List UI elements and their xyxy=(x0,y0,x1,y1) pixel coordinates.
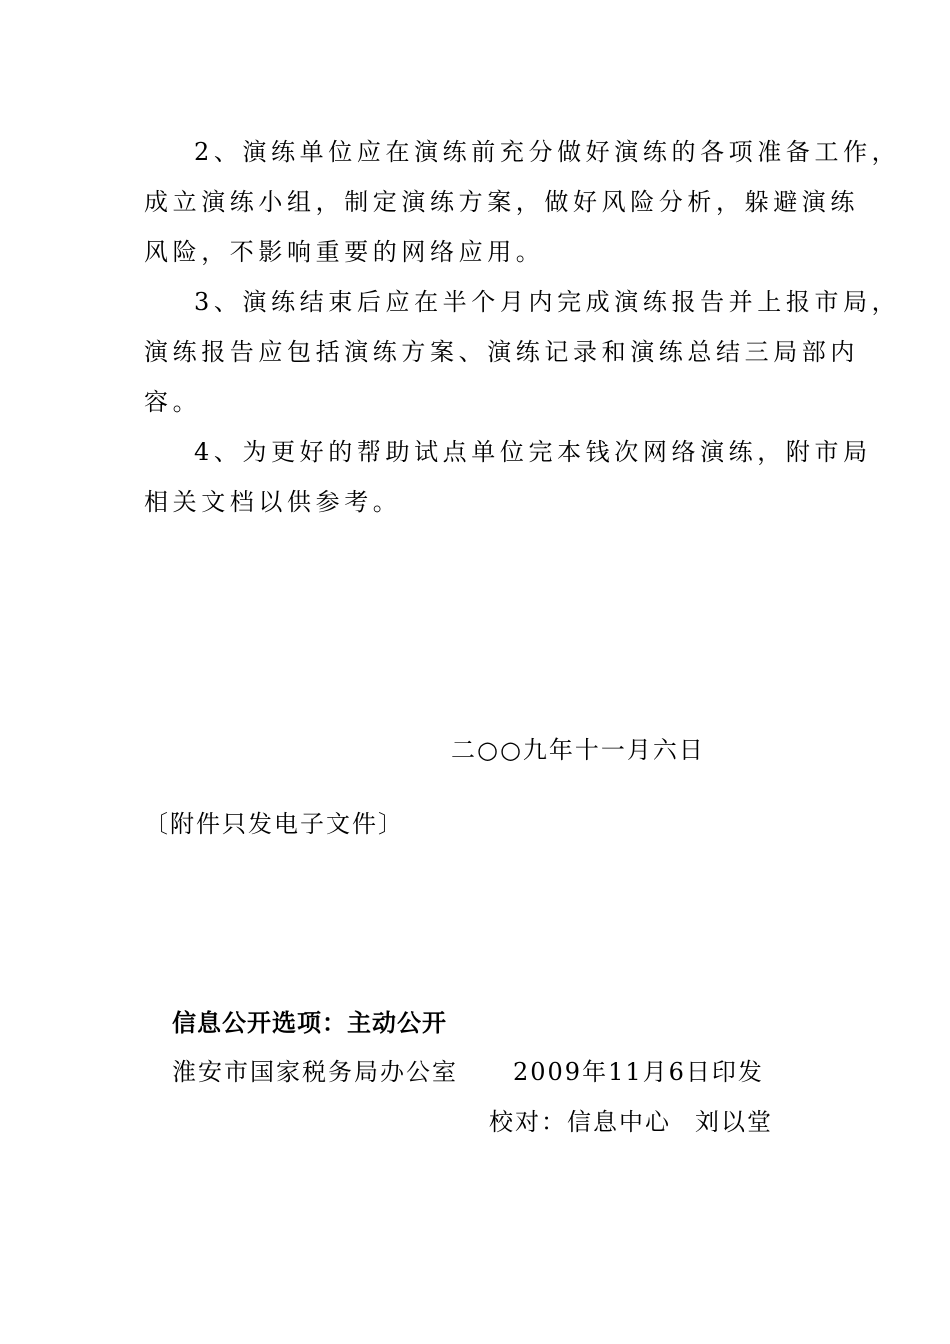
footer-print-date: 2009年11月6日印发 xyxy=(513,1058,764,1086)
proof-label: 校对：信息中心 xyxy=(489,1108,671,1136)
footer-office: 淮安市国家税务局办公室 xyxy=(172,1058,458,1086)
paragraph-3-line-1: 3、演练结束后应在半个月内完成演练报告并上报市局， xyxy=(194,288,901,316)
paragraph-4-line-1: 4、为更好的帮助试点单位完本钱次网络演练，附市局 xyxy=(194,438,872,466)
paragraph-3-line-2: 演练报告应包括演练方案、演练记录和演练总结三局部内 xyxy=(144,338,859,366)
paragraph-2-line-1: 2、演练单位应在演练前充分做好演练的各项准备工作， xyxy=(194,138,901,166)
paragraph-2-line-3: 风险，不影响重要的网络应用。 xyxy=(144,238,545,266)
attachment-note: 〔附件只发电子文件〕 xyxy=(144,810,404,838)
paragraph-3-line-3: 容。 xyxy=(144,388,202,416)
disclosure-option: 信息公开选项：主动公开 xyxy=(172,1009,447,1037)
proof-name: 刘以堂 xyxy=(695,1108,773,1136)
document-date: 二○○九年十一月六日 xyxy=(451,736,705,764)
footer-proofreader xyxy=(489,1107,773,1137)
paragraph-4-line-2: 相关文档以供参考。 xyxy=(144,488,402,516)
paragraph-2-line-2: 成立演练小组，制定演练方案，做好风险分析，躲避演练 xyxy=(144,188,859,216)
